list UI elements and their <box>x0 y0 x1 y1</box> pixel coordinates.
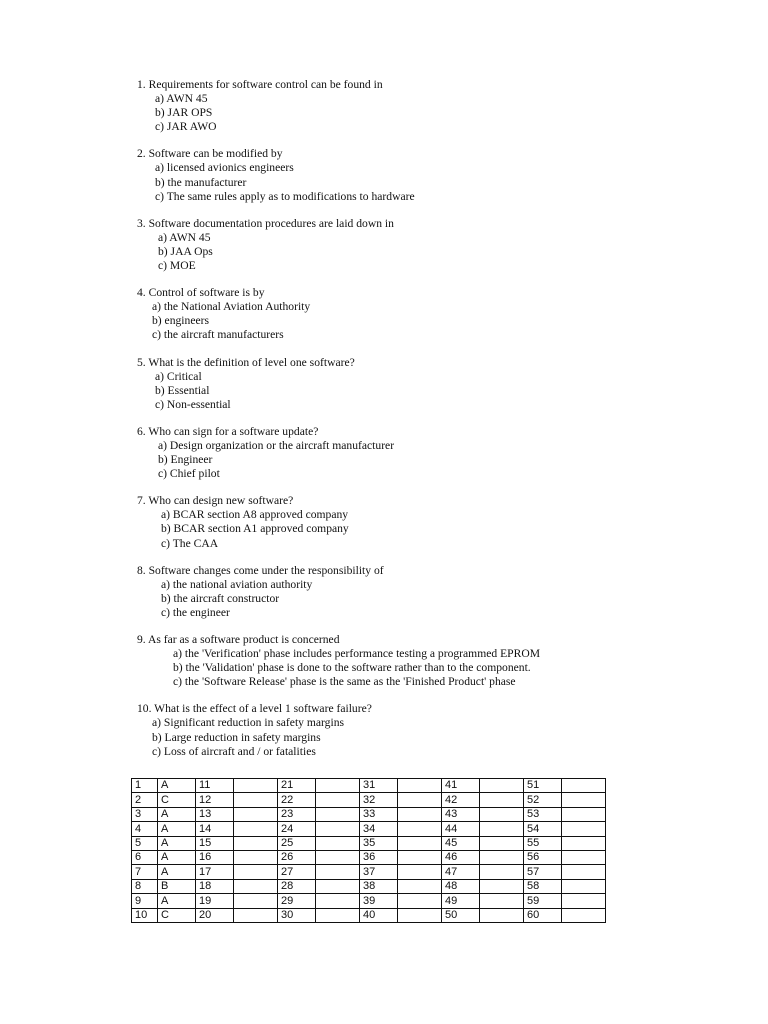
option-c: c) MOE <box>158 259 196 273</box>
question-number-cell: 18 <box>196 879 234 893</box>
question-number-cell: 49 <box>442 894 480 908</box>
question-number-cell: 1 <box>132 779 158 793</box>
question-text: 10. What is the effect of a level 1 software failure? <box>137 702 372 716</box>
answer-cell <box>562 879 606 893</box>
option-b: b) JAA Ops <box>158 244 213 258</box>
question-number-cell: 24 <box>278 822 316 836</box>
question-7 <box>137 494 737 550</box>
question-6 <box>137 425 737 481</box>
option-c: c) Non-essential <box>155 397 231 411</box>
answer-cell <box>316 807 360 821</box>
option-c: c) The same rules apply as to modifications to hardware <box>155 189 415 203</box>
option-c: c) the 'Software Release' phase is the same as the 'Finished Product' phase <box>173 675 516 689</box>
question-number-cell: 19 <box>196 894 234 908</box>
question-10 <box>137 702 737 758</box>
table-row <box>132 865 606 879</box>
answer-cell: A <box>158 779 196 793</box>
question-3 <box>137 217 737 273</box>
option-c: c) Chief pilot <box>158 467 220 481</box>
answer-cell <box>562 865 606 879</box>
question-number-cell: 47 <box>442 865 480 879</box>
answer-cell <box>562 894 606 908</box>
option-b: b) the aircraft constructor <box>161 591 280 605</box>
answer-cell: A <box>158 894 196 908</box>
table-row <box>132 793 606 807</box>
question-number-cell: 4 <box>132 822 158 836</box>
question-number-cell: 36 <box>360 850 398 864</box>
answer-cell <box>316 879 360 893</box>
question-5 <box>137 356 737 412</box>
answer-cell <box>398 807 442 821</box>
answer-cell <box>234 822 278 836</box>
option-a: a) the National Aviation Authority <box>152 300 311 314</box>
question-number-cell: 10 <box>132 908 158 922</box>
answer-cell <box>234 836 278 850</box>
option-a: a) Design organization or the aircraft manufacturer <box>158 438 395 452</box>
question-number-cell: 11 <box>196 779 234 793</box>
question-8 <box>137 564 737 620</box>
question-text: 9. As far as a software product is concerned <box>137 633 340 646</box>
answer-cell <box>234 894 278 908</box>
question-number-cell: 41 <box>442 779 480 793</box>
option-c: c) JAR AWO <box>155 120 217 134</box>
answer-cell: A <box>158 836 196 850</box>
answer-cell: A <box>158 807 196 821</box>
question-number-cell: 38 <box>360 879 398 893</box>
question-2 <box>137 147 737 203</box>
question-number-cell: 39 <box>360 894 398 908</box>
option-a: a) the national aviation authority <box>161 577 313 591</box>
option-a: a) BCAR section A8 approved company <box>161 508 349 522</box>
option-c: c) The CAA <box>161 536 219 550</box>
question-number-cell: 52 <box>524 793 562 807</box>
answer-cell <box>562 850 606 864</box>
answer-cell <box>480 779 524 793</box>
question-number-cell: 35 <box>360 836 398 850</box>
answer-cell <box>234 793 278 807</box>
answer-cell <box>480 908 524 922</box>
answer-cell <box>562 908 606 922</box>
question-number-cell: 31 <box>360 779 398 793</box>
question-number-cell: 54 <box>524 822 562 836</box>
table-row <box>132 908 606 922</box>
answer-cell <box>234 865 278 879</box>
question-text: 2. Software can be modified by <box>137 147 283 161</box>
answer-cell <box>480 836 524 850</box>
table-row <box>132 879 606 893</box>
answer-cell <box>316 865 360 879</box>
answer-cell <box>398 836 442 850</box>
question-number-cell: 32 <box>360 793 398 807</box>
question-text: 8. Software changes come under the responsibility of <box>137 563 384 577</box>
answer-cell <box>398 908 442 922</box>
answer-key-table <box>131 778 606 923</box>
question-number-cell: 46 <box>442 850 480 864</box>
option-b: b) Engineer <box>158 453 213 467</box>
answer-cell <box>398 779 442 793</box>
option-b: b) JAR OPS <box>155 106 213 120</box>
answer-cell <box>480 822 524 836</box>
answer-cell <box>316 822 360 836</box>
question-number-cell: 23 <box>278 807 316 821</box>
answer-cell <box>316 908 360 922</box>
question-number-cell: 53 <box>524 807 562 821</box>
answer-cell <box>398 822 442 836</box>
option-c: c) the engineer <box>161 605 230 619</box>
answer-cell: C <box>158 793 196 807</box>
table-row <box>132 779 606 793</box>
question-number-cell: 48 <box>442 879 480 893</box>
question-number-cell: 15 <box>196 836 234 850</box>
question-number-cell: 45 <box>442 836 480 850</box>
answer-cell <box>316 836 360 850</box>
answer-cell <box>562 822 606 836</box>
answer-cell <box>398 879 442 893</box>
question-4 <box>137 286 737 342</box>
question-number-cell: 16 <box>196 850 234 864</box>
answer-cell <box>234 807 278 821</box>
answer-cell <box>562 807 606 821</box>
table-row <box>132 850 606 864</box>
option-b: b) BCAR section A1 approved company <box>161 522 349 536</box>
question-number-cell: 29 <box>278 894 316 908</box>
question-number-cell: 30 <box>278 908 316 922</box>
option-a: a) AWN 45 <box>155 92 208 106</box>
question-number-cell: 34 <box>360 822 398 836</box>
answer-cell <box>398 793 442 807</box>
question-1 <box>137 78 737 134</box>
question-text: 6. Who can sign for a software update? <box>137 424 319 438</box>
option-b: b) the manufacturer <box>155 175 247 189</box>
question-number-cell: 51 <box>524 779 562 793</box>
answer-cell: A <box>158 865 196 879</box>
option-c: c) Loss of aircraft and / or fatalities <box>152 744 316 758</box>
answer-cell <box>316 793 360 807</box>
answer-cell <box>234 908 278 922</box>
option-a: a) licensed avionics engineers <box>155 161 294 175</box>
question-list <box>137 78 737 772</box>
table-row <box>132 822 606 836</box>
question-number-cell: 2 <box>132 793 158 807</box>
answer-cell <box>234 879 278 893</box>
answer-cell <box>562 779 606 793</box>
option-b: b) Large reduction in safety margins <box>152 730 321 744</box>
question-number-cell: 56 <box>524 850 562 864</box>
question-number-cell: 5 <box>132 836 158 850</box>
answer-cell <box>562 836 606 850</box>
answer-cell: C <box>158 908 196 922</box>
question-number-cell: 44 <box>442 822 480 836</box>
question-text: 1. Requirements for software control can be found in <box>137 78 383 91</box>
answer-cell: B <box>158 879 196 893</box>
question-number-cell: 14 <box>196 822 234 836</box>
answer-cell <box>398 894 442 908</box>
question-text: 7. Who can design new software? <box>137 494 294 508</box>
question-number-cell: 40 <box>360 908 398 922</box>
question-text: 3. Software documentation procedures are laid down in <box>137 216 394 230</box>
question-number-cell: 50 <box>442 908 480 922</box>
question-number-cell: 58 <box>524 879 562 893</box>
question-number-cell: 27 <box>278 865 316 879</box>
answer-cell <box>316 894 360 908</box>
question-text: 4. Control of software is by <box>137 286 265 300</box>
answer-cell <box>480 807 524 821</box>
question-number-cell: 25 <box>278 836 316 850</box>
question-number-cell: 43 <box>442 807 480 821</box>
question-number-cell: 55 <box>524 836 562 850</box>
option-b: b) engineers <box>152 314 209 328</box>
option-a: a) the 'Verification' phase includes performance testing a programmed EPROM <box>173 647 541 661</box>
answer-cell: A <box>158 850 196 864</box>
question-number-cell: 13 <box>196 807 234 821</box>
table-row <box>132 894 606 908</box>
answer-cell <box>398 850 442 864</box>
question-number-cell: 22 <box>278 793 316 807</box>
answer-key-body <box>132 779 606 923</box>
question-9 <box>137 633 737 689</box>
question-number-cell: 42 <box>442 793 480 807</box>
question-number-cell: 57 <box>524 865 562 879</box>
question-text: 5. What is the definition of level one software? <box>137 355 355 369</box>
answer-cell <box>562 793 606 807</box>
answer-cell: A <box>158 822 196 836</box>
answer-cell <box>316 850 360 864</box>
question-number-cell: 3 <box>132 807 158 821</box>
question-number-cell: 20 <box>196 908 234 922</box>
option-b: b) Essential <box>155 383 210 397</box>
answer-cell <box>480 894 524 908</box>
question-number-cell: 21 <box>278 779 316 793</box>
question-number-cell: 60 <box>524 908 562 922</box>
answer-cell <box>316 779 360 793</box>
option-c: c) the aircraft manufacturers <box>152 328 284 342</box>
option-a: a) Critical <box>155 369 202 383</box>
question-number-cell: 12 <box>196 793 234 807</box>
answer-cell <box>234 779 278 793</box>
answer-cell <box>234 850 278 864</box>
question-number-cell: 26 <box>278 850 316 864</box>
option-a: a) Significant reduction in safety margins <box>152 716 344 730</box>
answer-cell <box>480 865 524 879</box>
answer-cell <box>480 793 524 807</box>
answer-cell <box>398 865 442 879</box>
question-number-cell: 9 <box>132 894 158 908</box>
question-number-cell: 17 <box>196 865 234 879</box>
question-number-cell: 59 <box>524 894 562 908</box>
table-row <box>132 807 606 821</box>
answer-cell <box>480 850 524 864</box>
option-b: b) the 'Validation' phase is done to the software rather than to the component. <box>173 661 531 675</box>
answer-cell <box>480 879 524 893</box>
question-number-cell: 33 <box>360 807 398 821</box>
question-number-cell: 7 <box>132 865 158 879</box>
question-number-cell: 37 <box>360 865 398 879</box>
question-number-cell: 28 <box>278 879 316 893</box>
table-row <box>132 836 606 850</box>
question-number-cell: 8 <box>132 879 158 893</box>
option-a: a) AWN 45 <box>158 230 211 244</box>
question-number-cell: 6 <box>132 850 158 864</box>
